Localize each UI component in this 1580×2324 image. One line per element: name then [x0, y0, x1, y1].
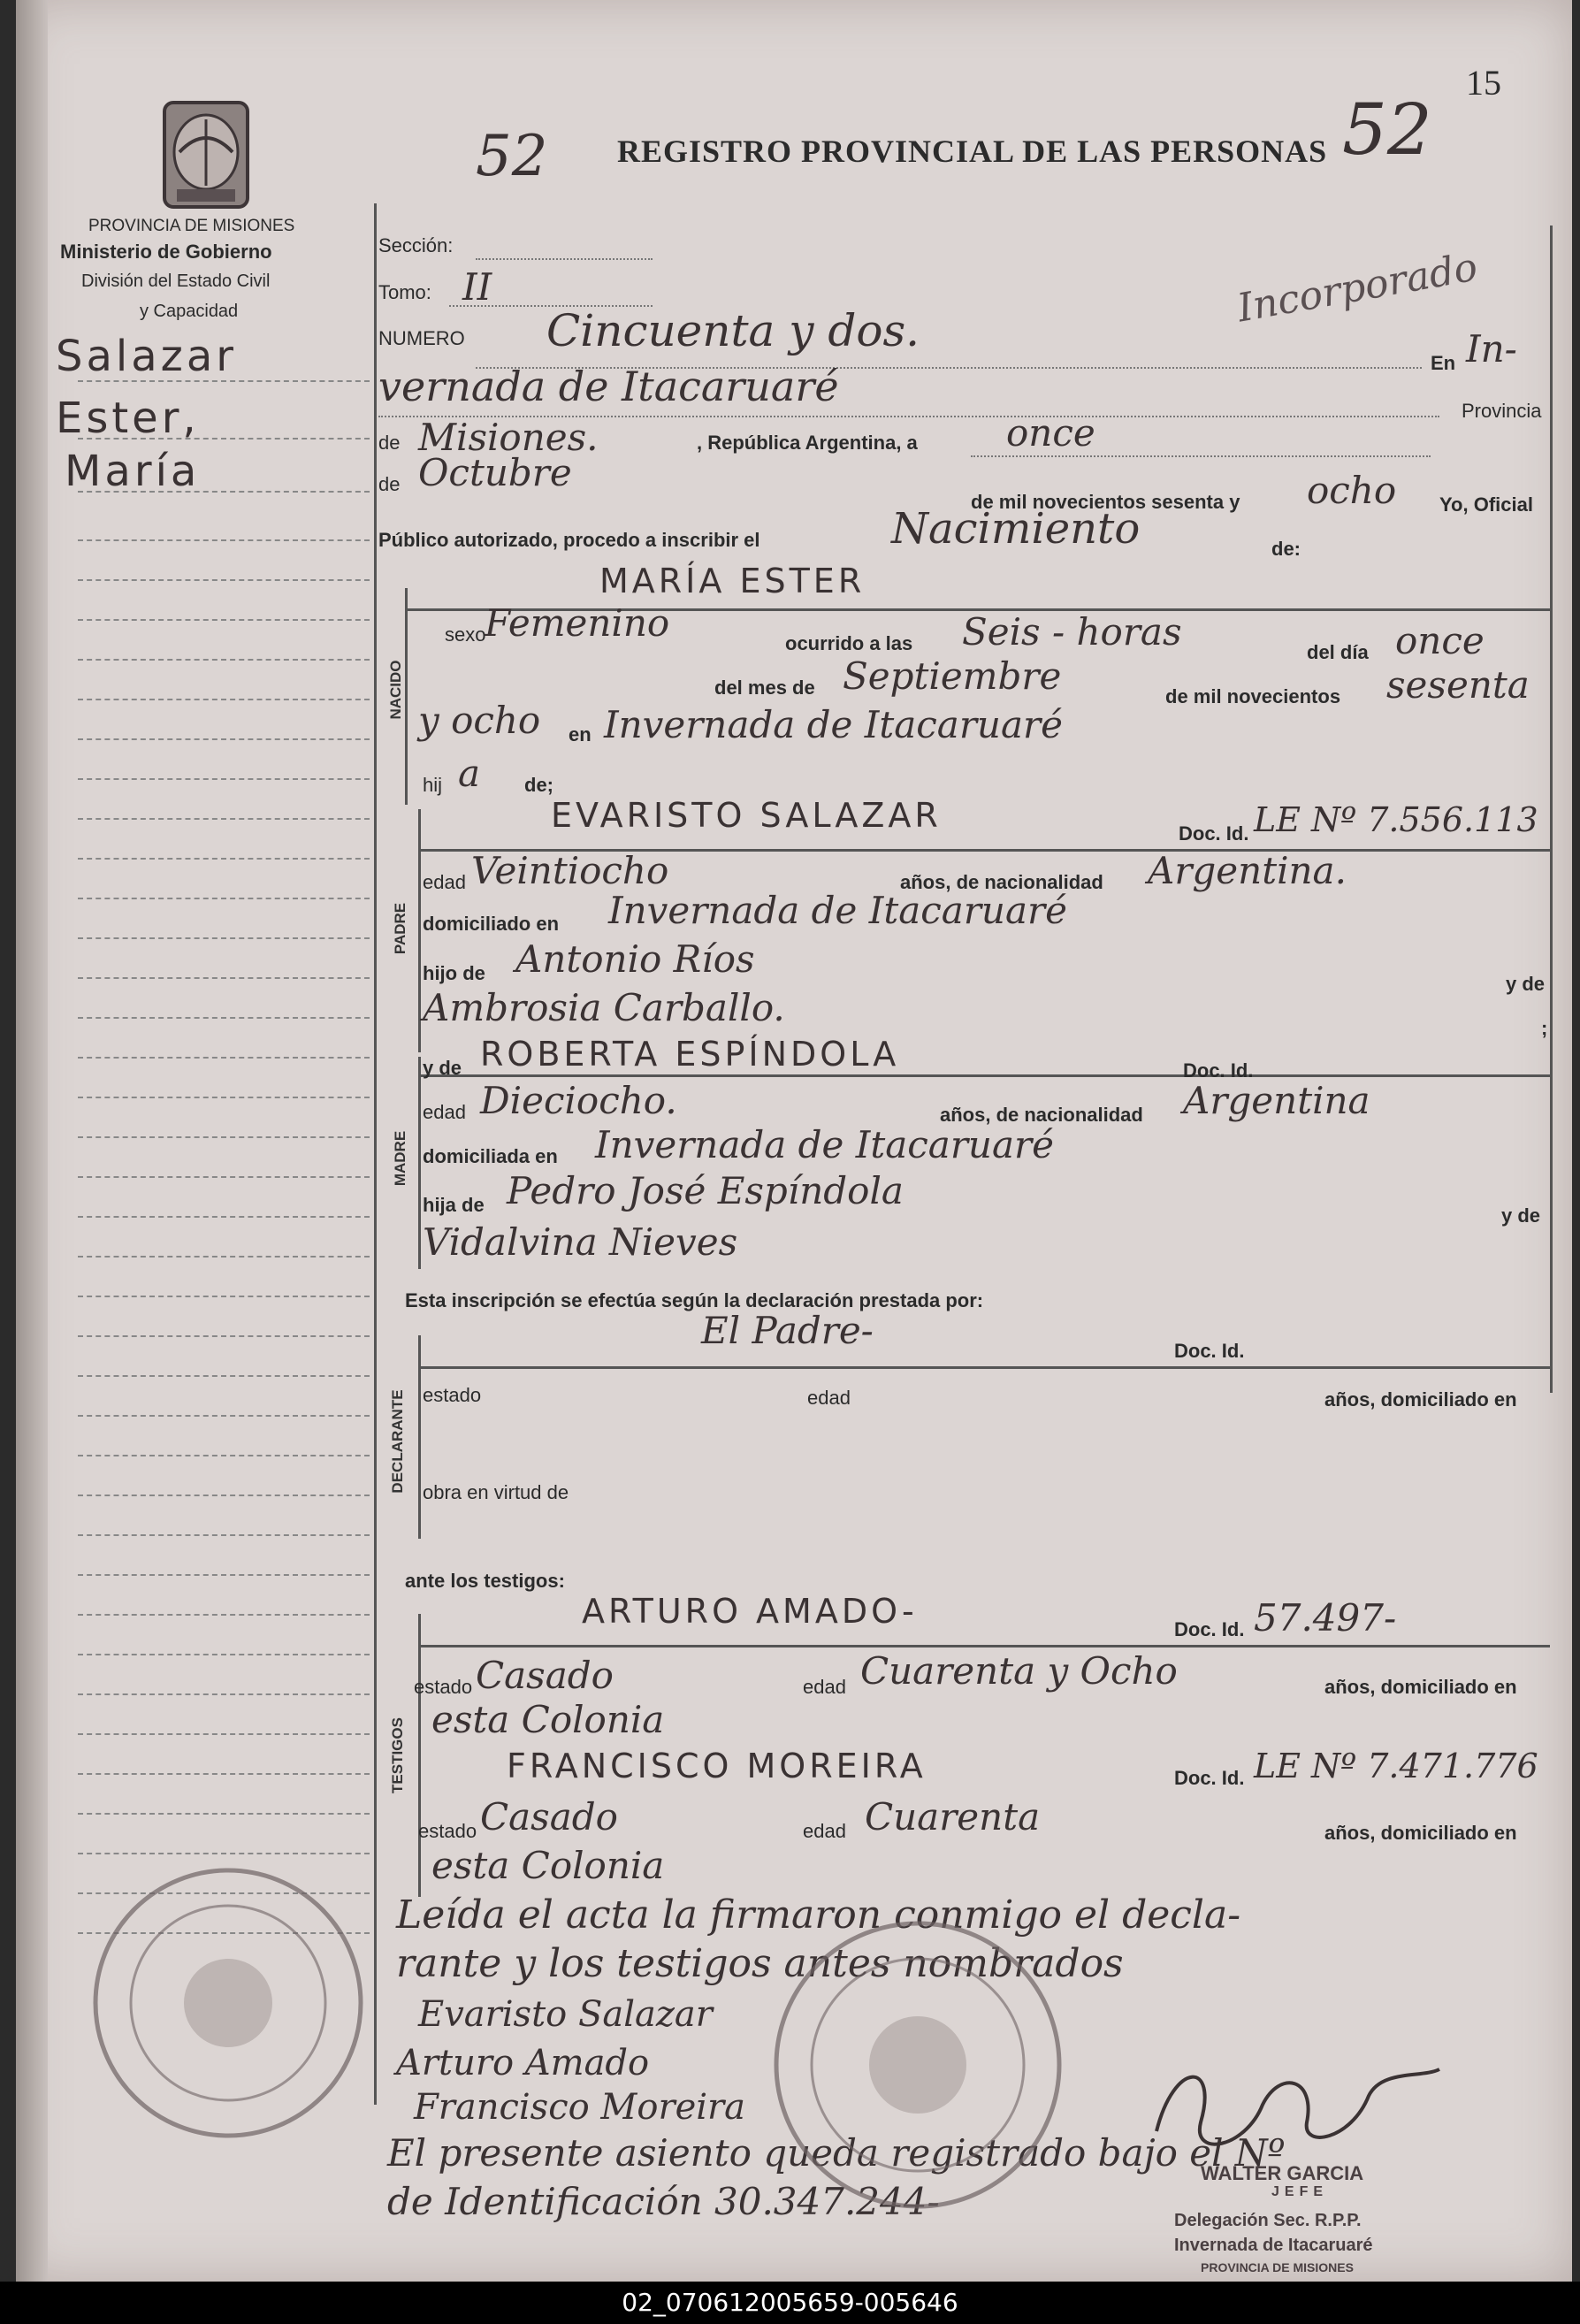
en-label: En [1431, 352, 1456, 374]
closing-line-2: rante y los testigos antes nombrados [396, 1941, 1124, 1986]
anio-label: de mil novecientos sesenta y [971, 491, 1240, 513]
en-value: In- [1466, 327, 1517, 371]
madre-domicilio-label: domiciliada en [423, 1145, 558, 1167]
margin-surname: Salazar [56, 332, 237, 381]
nacido-anio-value-2: y ocho [418, 699, 541, 742]
del-dia-label: del día [1307, 641, 1369, 663]
official-place: Invernada de Itacaruaré [1174, 2236, 1373, 2255]
margin-number-left: 52 [476, 124, 548, 189]
sexo-label: sexo [445, 623, 486, 646]
sexo-value: Femenino [485, 601, 670, 645]
margin-divider [374, 203, 377, 2105]
nacido-section-label: NACIDO [387, 660, 404, 720]
round-seal-left-icon [87, 1861, 370, 2144]
official-office: Delegación Sec. R.P.P. [1174, 2211, 1362, 2230]
madre-padre-de-value: Pedro José Espíndola [507, 1169, 904, 1212]
padre-edad-value: Veintiocho [471, 849, 669, 892]
mes-value: Octubre [418, 451, 572, 494]
tomo-label: Tomo: [378, 281, 431, 303]
declarante-nombre: El Padre- [701, 1309, 874, 1352]
padre-domicilio-value: Invernada de Itacaruaré [608, 889, 1067, 932]
testigo2-doc-label: Doc. Id. [1174, 1767, 1245, 1789]
hij-label: hij [423, 774, 443, 796]
padre-hijo-label: hijo de [423, 962, 485, 984]
acto-value: Nacimiento [891, 504, 1141, 554]
office-division: División del Estado Civil [81, 271, 271, 291]
dia-value: once [1006, 411, 1095, 455]
document-page [16, 0, 1572, 2282]
padre-section-label: PADRE [392, 902, 408, 955]
official-signature [1139, 2025, 1457, 2167]
padre-padre-de-value: Antonio Ríos [515, 937, 755, 981]
declarante-anos-label: años, domiciliado en [1324, 1388, 1517, 1410]
declarante-edad-label: edad [807, 1387, 851, 1409]
testigo2-doc-value: LE Nº 7.471.776 [1254, 1747, 1538, 1785]
madre-nombre: ROBERTA ESPÍNDOLA [480, 1035, 900, 1074]
testigos-top-line [418, 1645, 1550, 1647]
testigo1-domicilio-value: esta Colonia [431, 1698, 665, 1741]
declarante-obra-label: obra en virtud de [423, 1481, 569, 1503]
ocurrido-label: ocurrido a las [785, 632, 913, 654]
testigos-section-label: TESTIGOS [389, 1717, 406, 1793]
office-ministry: Ministerio de Gobierno [60, 241, 272, 263]
seccion-line [476, 258, 653, 260]
declarante-bracket [418, 1335, 421, 1539]
signature-francisco: Francisco Moreira [414, 2087, 745, 2128]
provincia-value: Misiones. [418, 416, 599, 459]
numero-label: NUMERO [378, 327, 465, 349]
nacido-mes-value: Septiembre [843, 654, 1062, 698]
de2-label: de [378, 473, 401, 495]
testigo2-nombre: FRANCISCO MOREIRA [507, 1747, 927, 1785]
del-mes-label: del mes de [714, 677, 815, 699]
madre-top-line [418, 1074, 1550, 1077]
madre-y-de2-label: y de [1501, 1204, 1541, 1227]
madre-domicilio-value: Invernada de Itacaruaré [595, 1123, 1054, 1166]
inscripto-value: MARÍA ESTER [599, 562, 866, 600]
publico-label: Público autorizado, procedo a inscribir el [378, 529, 760, 551]
declarante-top-line [418, 1366, 1550, 1369]
padre-nombre: EVARISTO SALAZAR [551, 796, 942, 835]
madre-madre-de-value: Vidalvina Nieves [423, 1220, 738, 1264]
madre-hija-label: hija de [423, 1194, 485, 1216]
padre-nacionalidad-label: años, de nacionalidad [900, 871, 1103, 893]
madre-bracket [418, 1057, 421, 1269]
file-id-footer: 02_070612005659-005646 [0, 2282, 1580, 2324]
padre-y-de-label: y de [1506, 973, 1546, 995]
page-number: 15 [1466, 63, 1501, 103]
nacido-de-label: de; [524, 774, 553, 796]
closing-line-1: Leída el acta la firmaron conmigo el decla- [396, 1892, 1241, 1938]
testigo1-doc-label: Doc. Id. [1174, 1618, 1245, 1640]
testigo1-estado-label: estado [414, 1676, 473, 1698]
coat-of-arms-icon [157, 97, 255, 212]
madre-doc-label: Doc. Id. [1183, 1059, 1254, 1082]
testigos-bracket [418, 1614, 421, 1897]
official-name: WALTER GARCIA [1201, 2162, 1364, 2184]
testigo1-edad-value: Cuarenta y Ocho [860, 1649, 1178, 1693]
margin-name-2: María [65, 447, 201, 496]
margin-name-1: Ester, [56, 394, 200, 443]
madre-nacionalidad-label: años, de nacionalidad [940, 1104, 1143, 1126]
nacido-bracket [405, 588, 408, 805]
testigo1-nombre: ARTURO AMADO- [582, 1592, 918, 1631]
testigo1-anos-label: años, domiciliado en [1324, 1676, 1517, 1698]
place-value: vernada de Itacaruaré [378, 363, 839, 410]
testigo2-anos-label: años, domiciliado en [1324, 1822, 1517, 1844]
incorporado-stamp: Incorporado [1233, 244, 1481, 332]
padre-madre-de-value: Ambrosia Carballo. [423, 986, 785, 1029]
declarante-intro: Esta inscripción se efectúa según la declaración prestada por: [405, 1289, 984, 1311]
testigo1-edad-label: edad [803, 1676, 846, 1698]
declarante-section-label: DECLARANTE [389, 1389, 406, 1494]
madre-edad-value: Dieciocho. [480, 1079, 677, 1122]
tomo-value: II [462, 265, 492, 309]
nacido-anio-value: sesenta [1386, 663, 1530, 707]
closing-note-1: El presente asiento queda registrado bajo el Nº [387, 2131, 1286, 2175]
testigo2-estado-value: Casado [480, 1795, 618, 1839]
padre-nacionalidad-value: Argentina. [1148, 849, 1347, 892]
testigos-intro: ante los testigos: [405, 1570, 565, 1592]
madre-nacionalidad-value: Argentina [1183, 1079, 1370, 1122]
dia-line [971, 455, 1431, 457]
seccion-label: Sección: [378, 234, 454, 256]
nacido-en-label: en [569, 723, 592, 745]
de-label: de [378, 432, 401, 454]
padre-edad-label: edad [423, 871, 466, 893]
nacido-dia-value: once [1395, 619, 1485, 662]
padre-domicilio-label: domiciliado en [423, 913, 560, 935]
declarante-doc-label: Doc. Id. [1174, 1340, 1245, 1362]
official-title: JEFE [1271, 2184, 1329, 2199]
padre-doc-label: Doc. Id. [1179, 822, 1249, 845]
padre-doc-value: LE Nº 7.556.113 [1254, 800, 1538, 839]
padre-bracket [418, 809, 421, 1052]
provincia-label: Provincia [1462, 400, 1542, 422]
testigo1-estado-value: Casado [476, 1654, 614, 1697]
testigo2-edad-label: edad [803, 1820, 846, 1842]
madre-section-label: MADRE [392, 1130, 408, 1187]
closing-note-2: de Identificación 30.347.244- [387, 2180, 940, 2223]
hora-value: Seis - horas [962, 610, 1182, 654]
yo-label: Yo, Oficial [1439, 493, 1533, 516]
right-border [1550, 226, 1553, 1393]
document-title: REGISTRO PROVINCIAL DE LAS PERSONAS [617, 134, 1328, 169]
office-capacity: y Capacidad [140, 302, 239, 321]
signature-evaristo: Evaristo Salazar [418, 1994, 713, 2035]
numero-value: Cincuenta y dos. [546, 305, 920, 356]
anio-value: ocho [1307, 469, 1397, 512]
hij-value: a [458, 752, 481, 795]
round-seal-center-icon [767, 1915, 1068, 2215]
binding-edge [16, 0, 48, 2282]
margin-number-right: 52 [1342, 88, 1432, 171]
declarante-estado-label: estado [423, 1384, 482, 1406]
de3-label: de: [1271, 538, 1301, 560]
official-province: PROVINCIA DE MISIONES [1201, 2260, 1354, 2274]
testigo2-estado-label: estado [418, 1820, 477, 1842]
signature-arturo: Arturo Amado [396, 2043, 650, 2083]
mil-label: de mil novecientos [1165, 685, 1341, 707]
testigo2-edad-value: Cuarenta [865, 1795, 1041, 1839]
madre-edad-label: edad [423, 1101, 466, 1123]
testigo2-domicilio-value: esta Colonia [431, 1844, 665, 1887]
office-province: PROVINCIA DE MISIONES [88, 217, 295, 235]
republica-label: , República Argentina, a [697, 432, 918, 454]
padre-semicolon: ; [1541, 1017, 1548, 1039]
testigo1-doc-value: 57.497- [1254, 1596, 1397, 1640]
madre-y-de-label: y de [423, 1057, 462, 1079]
lugar-value: Invernada de Itacaruaré [604, 703, 1063, 746]
